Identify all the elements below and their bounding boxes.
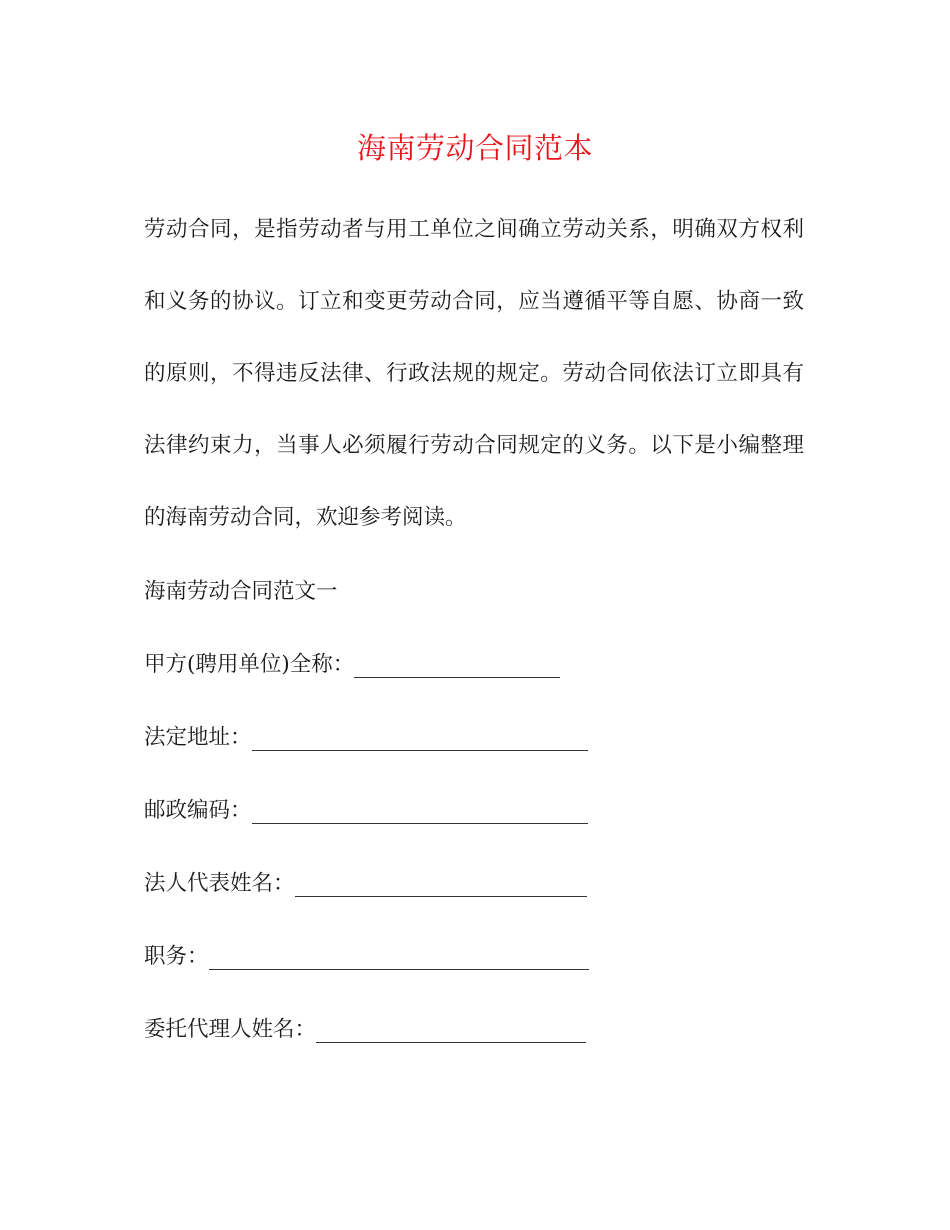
field-label: 委托代理人姓名：	[144, 1017, 317, 1042]
field-label: 邮政编码：	[144, 798, 252, 823]
intro-line: 的原则，不得违反法律、行政法规的规定。劳动合同依法订立即具有	[144, 361, 804, 386]
form-field-employer-name	[144, 647, 560, 683]
intro-line: 和义务的协议。订立和变更劳动合同，应当遵循平等自愿、协商一致	[144, 289, 804, 314]
field-label: 职务：	[144, 944, 209, 969]
intro-paragraph	[144, 212, 804, 572]
form-field-legal-address	[144, 720, 588, 756]
form-field-authorized-agent	[144, 1012, 586, 1048]
field-label: 法人代表姓名：	[144, 871, 295, 896]
intro-line: 法律约束力，当事人必须履行劳动合同规定的义务。以下是小编整理	[144, 433, 804, 458]
fill-in-blank[interactable]	[295, 872, 587, 897]
form-field-postal-code	[144, 793, 588, 829]
fill-in-blank[interactable]	[354, 653, 560, 678]
form-field-position	[144, 939, 589, 975]
field-label: 甲方(聘用单位)全称：	[144, 652, 355, 677]
intro-line: 的海南劳动合同，欢迎参考阅读。	[144, 505, 467, 530]
fill-in-blank[interactable]	[252, 799, 588, 824]
fill-in-blank[interactable]	[252, 726, 588, 751]
form-field-legal-representative	[144, 866, 587, 902]
fill-in-blank[interactable]	[209, 945, 589, 970]
section-heading: 海南劳动合同范文一	[144, 579, 338, 604]
fill-in-blank[interactable]	[316, 1018, 586, 1043]
document-title: 海南劳动合同范本	[356, 131, 593, 165]
field-label: 法定地址：	[144, 725, 252, 750]
intro-line: 劳动合同，是指劳动者与用工单位之间确立劳动关系，明确双方权利	[144, 217, 804, 242]
